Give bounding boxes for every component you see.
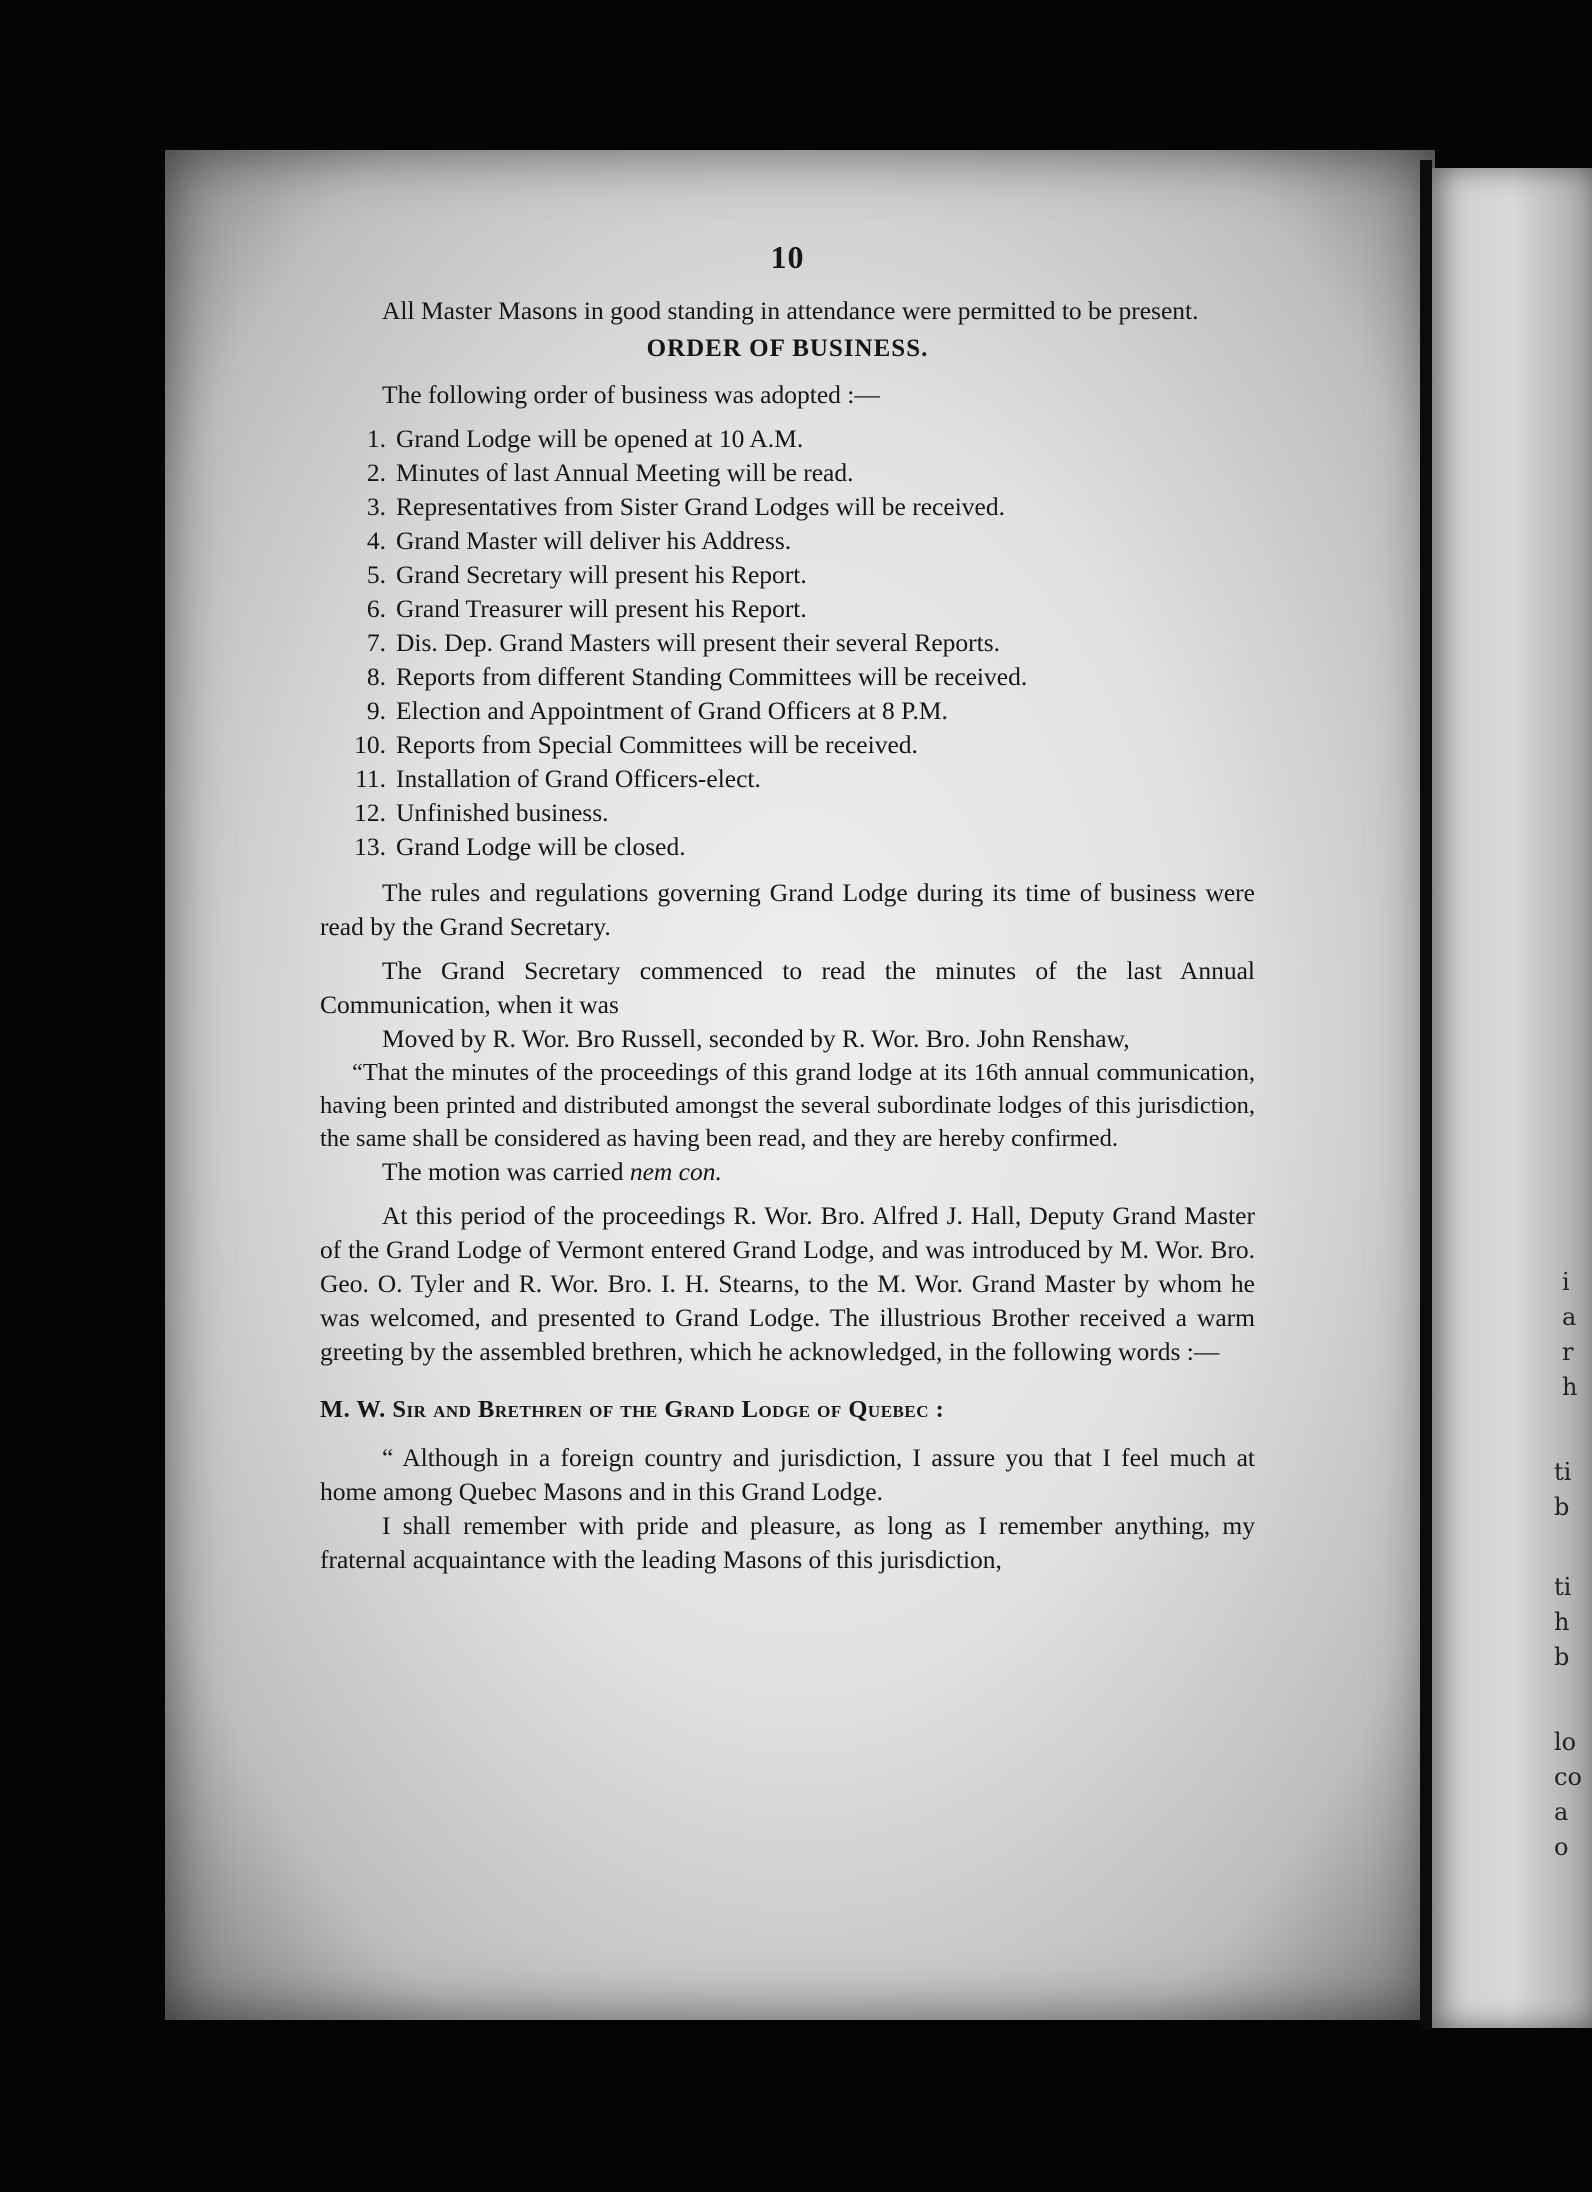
item-text: Dis. Dep. Grand Masters will present their several Reports. xyxy=(396,628,1001,657)
item-number: 2. xyxy=(366,458,386,487)
item-number: 13. xyxy=(354,832,386,861)
facing-fragment: o xyxy=(1554,1833,1569,1861)
facing-fragment: h xyxy=(1554,1608,1570,1636)
section-heading: ORDER OF BUSINESS. xyxy=(646,335,929,362)
motion-text: The motion was carried xyxy=(382,1157,630,1186)
page-number: 10 xyxy=(770,239,805,275)
item-text: Grand Secretary will present his Report. xyxy=(396,560,807,589)
list-item xyxy=(320,456,1255,490)
facing-fragment: co xyxy=(1554,1763,1582,1791)
order-intro: The following order of business was adopted :— xyxy=(382,380,880,409)
list-item xyxy=(320,694,1255,728)
facing-fragment: b xyxy=(1554,1643,1570,1671)
facing-page-edge xyxy=(1432,168,1592,2028)
list-item xyxy=(320,490,1255,524)
facing-fragment: h xyxy=(1562,1373,1578,1401)
list-item xyxy=(320,796,1255,830)
list-item xyxy=(320,626,1255,660)
item-number: 10. xyxy=(354,730,386,759)
item-text: Reports from Special Committees will be received. xyxy=(396,730,918,759)
speech-paragraph-1: “ Although in a foreign country and jurisdiction, I assure you that I feel much at home among Quebec Masons and in this Grand Lodge. xyxy=(320,1443,1255,1506)
item-number: 9. xyxy=(366,696,386,725)
item-text: Reports from different Standing Committees will be received. xyxy=(396,662,1028,691)
item-number: 1. xyxy=(366,424,386,453)
item-text: Representatives from Sister Grand Lodges will be received. xyxy=(396,492,1005,521)
item-number: 6. xyxy=(366,594,386,623)
facing-fragment: lo xyxy=(1554,1728,1577,1756)
facing-fragment: i xyxy=(1562,1268,1570,1296)
item-number: 3. xyxy=(366,492,386,521)
item-text: Grand Master will deliver his Address. xyxy=(396,526,792,555)
page-gutter xyxy=(1420,160,1432,2030)
motion-paragraph xyxy=(320,1155,1255,1189)
hall-paragraph: At this period of the proceedings R. Wor. Bro. Alfred J. Hall, Deputy Grand Master of the Grand Lodge of Vermont entered Grand Lodge, and was introduced by M. Wor. Bro. Geo. O. Tyler and R. Wor. Bro. I. H. Stearns, to the M. Wor. Grand Master by whom he was welcomed, and presented to Grand Lodge. The illustrious Brother received a warm greeting by the assembled brethren, which he acknowledged, in the following words :— xyxy=(320,1201,1255,1366)
facing-fragment: a xyxy=(1562,1303,1577,1331)
item-number: 4. xyxy=(366,526,386,555)
order-of-business-list xyxy=(320,422,1255,864)
intro-paragraph: All Master Masons in good standing in attendance were permitted to be present. xyxy=(382,296,1199,325)
list-item xyxy=(320,660,1255,694)
item-number: 11. xyxy=(355,764,386,793)
list-item xyxy=(320,830,1255,864)
item-text: Grand Lodge will be opened at 10 A.M. xyxy=(396,424,804,453)
minutes-paragraph: The Grand Secretary commenced to read the minutes of the last Annual Communication, when it was xyxy=(320,956,1255,1019)
rules-paragraph: The rules and regulations governing Grand Lodge during its time of business were read by the Grand Secretary. xyxy=(320,878,1255,941)
item-number: 7. xyxy=(366,628,386,657)
item-text: Grand Lodge will be closed. xyxy=(396,832,686,861)
list-item xyxy=(320,728,1255,762)
facing-fragment: b xyxy=(1554,1493,1570,1521)
item-text: Minutes of last Annual Meeting will be read. xyxy=(396,458,854,487)
address-heading: M. W. Sir and Brethren of the Grand Lodge of Quebec : xyxy=(320,1396,945,1423)
facing-fragment: ti xyxy=(1554,1573,1572,1601)
page-text xyxy=(320,240,1255,1577)
moved-paragraph: Moved by R. Wor. Bro Russell, seconded by R. Wor. Bro. John Renshaw, xyxy=(382,1024,1130,1053)
resolution-quote: “That the minutes of the proceedings of this grand lodge at its 16th annual communication, having been printed and distributed amongst the several subordinate lodges of this jurisdiction, the same shall be considered as having been read, and they are hereby confirmed. xyxy=(320,1059,1255,1152)
list-item xyxy=(320,422,1255,456)
list-item xyxy=(320,524,1255,558)
facing-fragment: r xyxy=(1562,1338,1574,1366)
list-item xyxy=(320,558,1255,592)
item-number: 5. xyxy=(366,560,386,589)
facing-fragment: ti xyxy=(1554,1458,1572,1486)
list-item xyxy=(320,762,1255,796)
facing-fragment: a xyxy=(1554,1798,1569,1826)
item-number: 8. xyxy=(366,662,386,691)
item-number: 12. xyxy=(354,798,386,827)
item-text: Unfinished business. xyxy=(396,798,609,827)
list-item xyxy=(320,592,1255,626)
speech-paragraph-2: I shall remember with pride and pleasure, as long as I remember anything, my fraternal acquaintance with the leading Masons of this jurisdiction, xyxy=(320,1511,1255,1574)
item-text: Grand Treasurer will present his Report. xyxy=(396,594,807,623)
item-text: Election and Appointment of Grand Officers at 8 P.M. xyxy=(396,696,948,725)
motion-italic: nem con. xyxy=(629,1157,722,1186)
item-text: Installation of Grand Officers-elect. xyxy=(396,764,761,793)
